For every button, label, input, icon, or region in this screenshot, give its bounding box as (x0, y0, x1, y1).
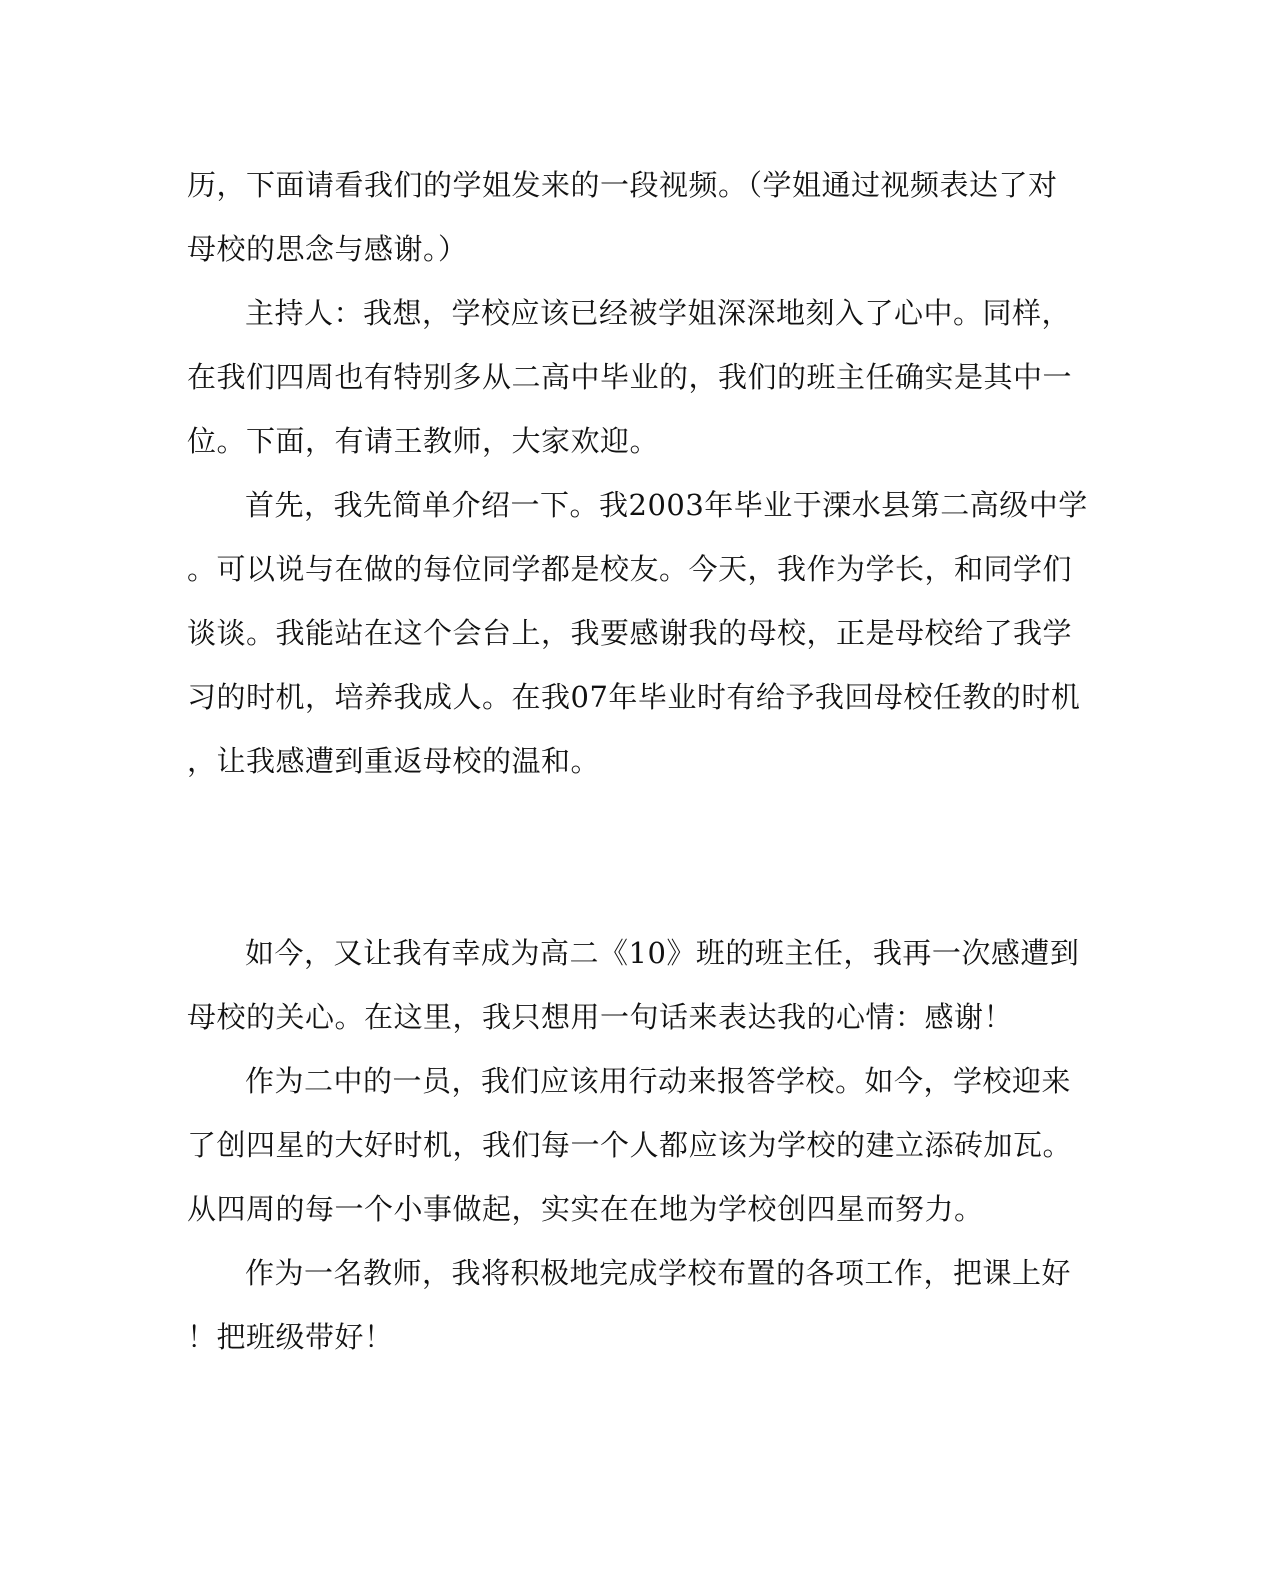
text-line: 谈谈。我能站在这个会台上，我要感谢我的母校，正是母校给了我学 (187, 616, 1073, 650)
text-line: 。可以说与在做的每位同学都是校友。今天，我作为学长，和同学们 (187, 552, 1073, 586)
text-line: 母校的关心。在这里，我只想用一句话来表达我的心情：感谢！ (187, 1000, 1014, 1034)
text-line: 位。下面，有请王教师，大家欢迎。 (187, 424, 660, 458)
paragraph-start: 作为一名教师，我将积极地完成学校布置的各项工作，把课上好 (245, 1256, 1072, 1290)
text-line: ！把班级带好！ (187, 1320, 394, 1354)
text-line: ，让我感遭到重返母校的温和。 (187, 744, 601, 778)
text-line: 习的时机，培养我成人。在我07年毕业时有给予我回母校任教的时机 (187, 680, 1081, 714)
paragraph-start: 如今，又让我有幸成为高二《10》班的班主任，我再一次感遭到 (245, 936, 1080, 970)
text-line: 了创四星的大好时机，我们每一个人都应该为学校的建立添砖加瓦。 (187, 1128, 1073, 1162)
text-line: 从四周的每一个小事做起，实实在在地为学校创四星而努力。 (187, 1192, 984, 1226)
text-line: 历，下面请看我们的学姐发来的一段视频。（学姐通过视频表达了对 (187, 168, 1058, 202)
paragraph-start: 首先，我先简单介绍一下。我2003年毕业于溧水县第二高级中学 (245, 488, 1088, 522)
text-line: 母校的思念与感谢。） (187, 232, 468, 266)
text-line: 在我们四周也有特别多从二高中毕业的，我们的班主任确实是其中一 (187, 360, 1073, 394)
paragraph-start: 主持人：我想，学校应该已经被学姐深深地刻入了心中。同样， (245, 296, 1072, 330)
paragraph-start: 作为二中的一员，我们应该用行动来报答学校。如今，学校迎来 (245, 1064, 1072, 1098)
